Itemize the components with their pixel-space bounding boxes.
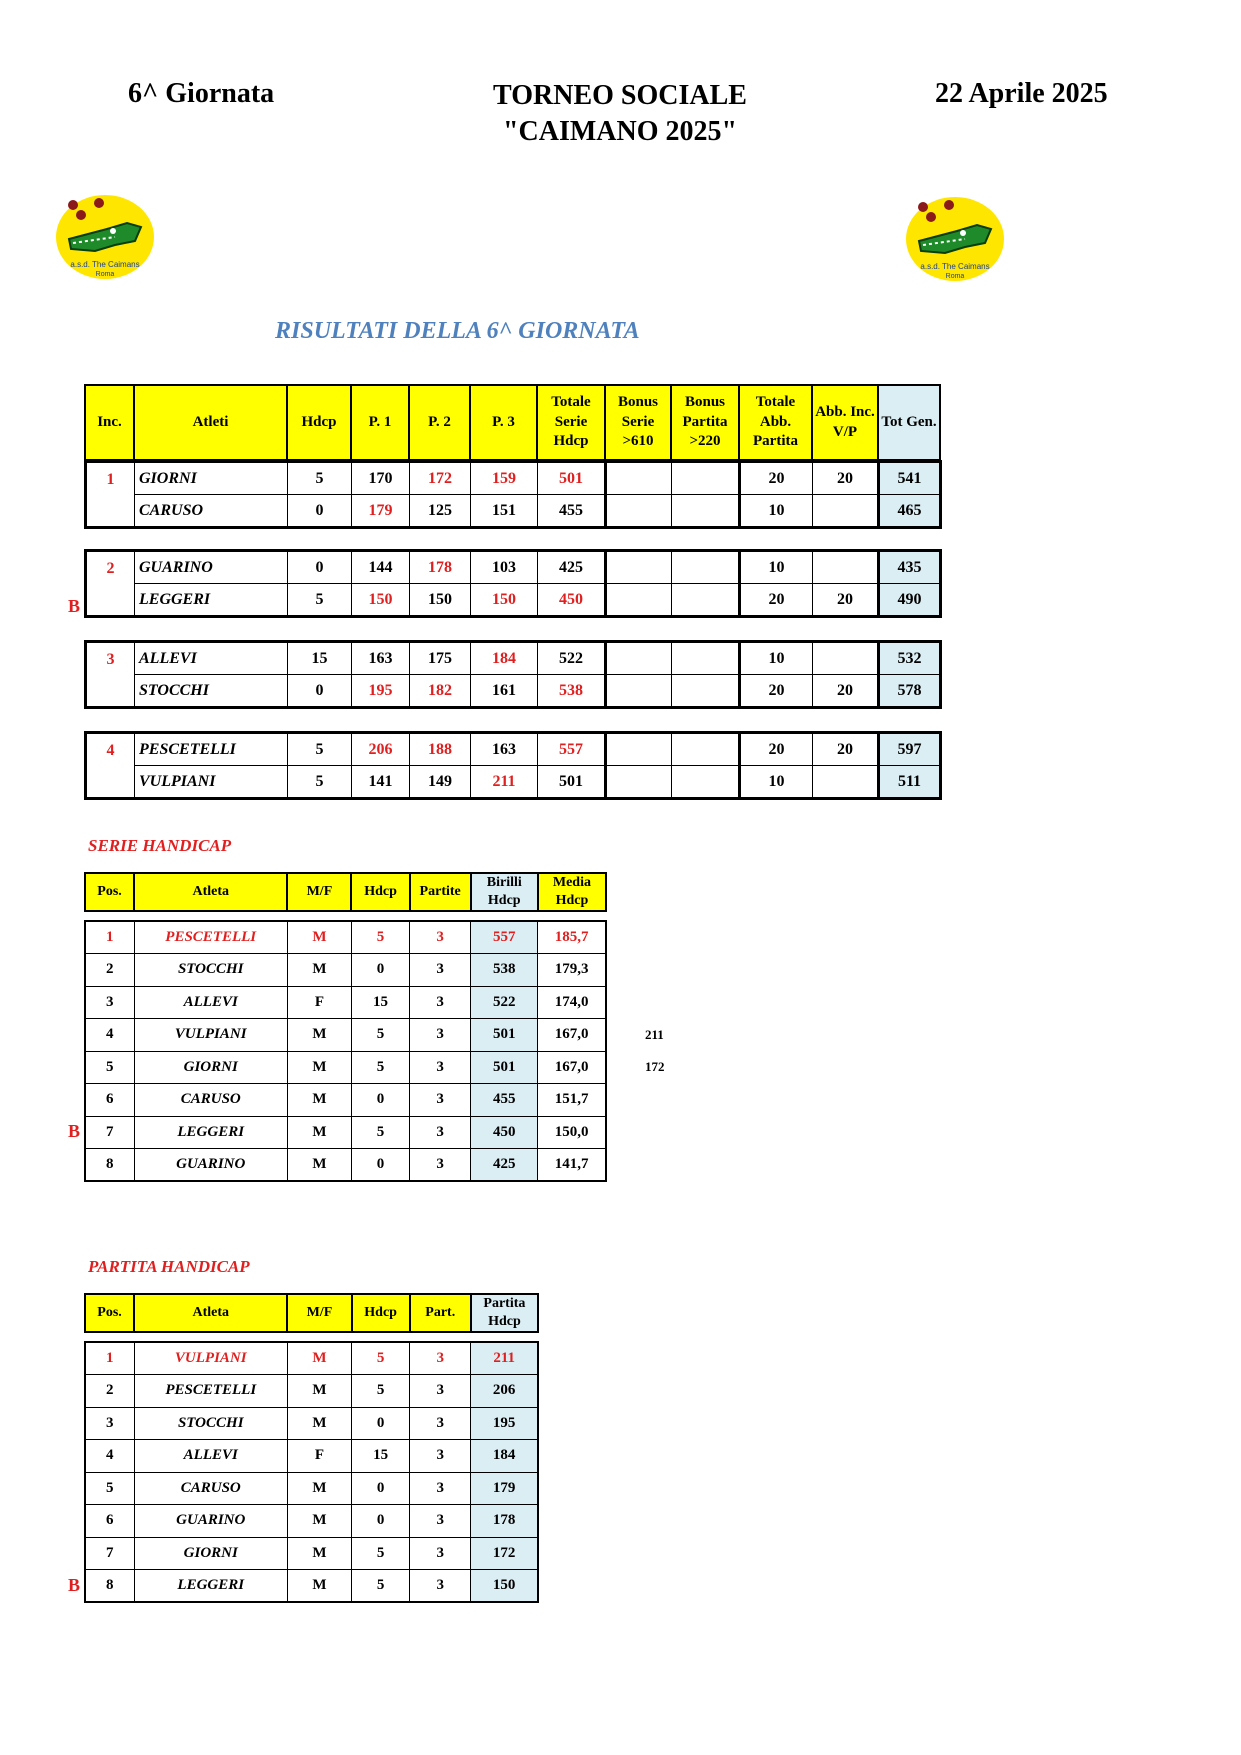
pos-cell: 3 <box>85 1407 134 1440</box>
table-row <box>85 1116 606 1149</box>
games-cell: 3 <box>410 1084 471 1117</box>
table-row <box>86 495 941 528</box>
table-row <box>86 642 941 675</box>
column-header: Abb. Inc. V/P <box>812 385 878 460</box>
table-row <box>85 1149 606 1182</box>
game-score: 206 <box>352 733 410 766</box>
table-row <box>86 766 941 799</box>
partita-cell: 179 <box>471 1472 538 1505</box>
media-cell: 167,0 <box>538 1019 606 1052</box>
pos-cell: 3 <box>85 986 134 1019</box>
athlete-name: STOCCHI <box>134 1407 287 1440</box>
results-group <box>84 460 942 529</box>
gender-cell: M <box>287 1375 351 1408</box>
svg-text:a.s.d. The Caimans: a.s.d. The Caimans <box>920 262 990 271</box>
table-row <box>85 1505 538 1538</box>
column-header: Hdcp <box>287 385 351 460</box>
table-row <box>85 1570 538 1603</box>
hdcp-cell: 5 <box>351 921 409 954</box>
athlete-name: GIORNI <box>134 1537 287 1570</box>
abb-inc <box>813 551 879 584</box>
bonus-serie <box>606 766 672 799</box>
pos-cell: 6 <box>85 1505 134 1538</box>
pos-cell: 7 <box>85 1537 134 1570</box>
abb-inc: 20 <box>813 584 879 617</box>
pos-cell: 2 <box>85 954 134 987</box>
bonus-partita <box>672 675 740 708</box>
game-score: 125 <box>410 495 471 528</box>
birilli-cell: 557 <box>471 921 538 954</box>
game-score: 175 <box>410 642 471 675</box>
table-row <box>85 921 606 954</box>
game-score: 163 <box>471 733 538 766</box>
table-row <box>86 551 941 584</box>
abb-inc <box>813 495 879 528</box>
hdcp-cell: 0 <box>352 1407 410 1440</box>
games-cell: 3 <box>410 1505 471 1538</box>
abb-partita: 20 <box>740 733 813 766</box>
hdcp-cell: 15 <box>351 986 409 1019</box>
games-cell: 3 <box>410 954 471 987</box>
birilli-cell: 501 <box>471 1051 538 1084</box>
birilli-cell: 425 <box>471 1149 538 1182</box>
hdcp-cell: 0 <box>288 551 352 584</box>
total-serie: 557 <box>538 733 606 766</box>
title-line-1: TORNEO SOCIALE <box>493 80 747 111</box>
games-cell: 3 <box>410 1342 471 1375</box>
column-header: Birilli Hdcp <box>471 873 538 911</box>
games-cell: 3 <box>410 1116 471 1149</box>
game-score: 188 <box>410 733 471 766</box>
bonus-serie <box>606 551 672 584</box>
crocodile-logo-icon <box>905 195 1005 283</box>
media-cell: 141,7 <box>538 1149 606 1182</box>
serie-title: SERIE HANDICAP <box>88 836 232 855</box>
hdcp-cell: 0 <box>288 675 352 708</box>
total-serie: 538 <box>538 675 606 708</box>
athlete-name: GIORNI <box>134 1051 287 1084</box>
column-header: Partita Hdcp <box>471 1294 538 1332</box>
game-score: 184 <box>471 642 538 675</box>
crocodile-logo-icon <box>55 193 155 281</box>
game-score: 195 <box>352 675 410 708</box>
column-header: Bonus Serie >610 <box>605 385 671 460</box>
media-cell: 174,0 <box>538 986 606 1019</box>
partita-table <box>84 1341 539 1603</box>
athlete-name: GUARINO <box>134 1149 287 1182</box>
game-score: 161 <box>471 675 538 708</box>
hdcp-cell: 0 <box>288 495 352 528</box>
partita-cell: 150 <box>471 1570 538 1603</box>
column-header: Media Hdcp <box>538 873 606 911</box>
gender-cell: M <box>287 1342 351 1375</box>
game-score: 151 <box>471 495 538 528</box>
svg-text:a.s.d. The Caimans: a.s.d. The Caimans <box>70 260 140 269</box>
games-cell: 3 <box>410 1472 471 1505</box>
games-cell: 3 <box>410 986 471 1019</box>
hdcp-cell: 0 <box>351 1084 409 1117</box>
results-title: RISULTATI DELLA 6^ GIORNATA <box>275 318 640 344</box>
media-cell: 150,0 <box>538 1116 606 1149</box>
partita-header <box>84 1293 539 1333</box>
column-header: Hdcp <box>352 1294 410 1332</box>
pos-cell: 4 <box>85 1440 134 1473</box>
abb-partita: 20 <box>740 462 813 495</box>
media-cell: 167,0 <box>538 1051 606 1084</box>
hdcp-cell: 0 <box>352 1472 410 1505</box>
tot-gen: 578 <box>879 675 941 708</box>
total-serie: 455 <box>538 495 606 528</box>
hdcp-cell: 5 <box>288 462 352 495</box>
bonus-serie <box>606 584 672 617</box>
pos-cell: 5 <box>85 1051 134 1084</box>
athlete-name: GIORNI <box>135 462 288 495</box>
game-score: 150 <box>471 584 538 617</box>
game-score: 179 <box>352 495 410 528</box>
athlete-name: VULPIANI <box>134 1019 287 1052</box>
tiebreak-note: 211 <box>645 1026 664 1042</box>
abb-partita: 20 <box>740 675 813 708</box>
athlete-name: STOCCHI <box>135 675 288 708</box>
hdcp-cell: 5 <box>288 733 352 766</box>
athlete-name: STOCCHI <box>134 954 287 987</box>
game-score: 163 <box>352 642 410 675</box>
tiebreak-note: 172 <box>645 1059 665 1074</box>
inc-number: 1 <box>86 462 135 528</box>
gender-cell: M <box>287 1116 351 1149</box>
table-row <box>85 1019 606 1052</box>
column-header: Hdcp <box>351 873 409 911</box>
athlete-name: VULPIANI <box>134 1342 287 1375</box>
abb-partita: 10 <box>740 642 813 675</box>
tot-gen: 435 <box>879 551 941 584</box>
gender-cell: M <box>287 1084 351 1117</box>
athlete-name: LEGGERI <box>134 1116 287 1149</box>
gender-cell: M <box>287 1505 351 1538</box>
total-serie: 501 <box>538 462 606 495</box>
bonus-serie <box>606 495 672 528</box>
partita-cell: 195 <box>471 1407 538 1440</box>
table-row <box>85 1407 538 1440</box>
bonus-serie <box>606 733 672 766</box>
pos-cell: 5 <box>85 1472 134 1505</box>
pos-cell: 1 <box>85 921 134 954</box>
pos-cell: 2 <box>85 1375 134 1408</box>
table-row <box>86 675 941 708</box>
serie-table <box>84 920 607 1182</box>
gender-cell: M <box>287 1570 351 1603</box>
bonus-serie <box>606 675 672 708</box>
media-cell: 185,7 <box>538 921 606 954</box>
partita-cell: 206 <box>471 1375 538 1408</box>
gender-cell: F <box>287 986 351 1019</box>
gender-cell: F <box>287 1440 351 1473</box>
column-header: M/F <box>287 873 351 911</box>
athlete-name: GUARINO <box>135 551 288 584</box>
hdcp-cell: 5 <box>351 1051 409 1084</box>
table-row <box>85 1472 538 1505</box>
abb-partita: 10 <box>740 766 813 799</box>
birilli-cell: 522 <box>471 986 538 1019</box>
gender-cell: M <box>287 1407 351 1440</box>
inc-number: 3 <box>86 642 135 708</box>
column-header: Pos. <box>85 1294 134 1332</box>
table-row <box>85 1051 606 1084</box>
games-cell: 3 <box>410 1440 471 1473</box>
bonus-serie <box>606 462 672 495</box>
athlete-name: ALLEVI <box>134 1440 287 1473</box>
abb-inc: 20 <box>813 733 879 766</box>
column-header: Partite <box>410 873 471 911</box>
column-header: M/F <box>287 1294 351 1332</box>
results-group <box>84 731 942 800</box>
total-serie: 501 <box>538 766 606 799</box>
gender-cell: M <box>287 921 351 954</box>
athlete-name: ALLEVI <box>135 642 288 675</box>
media-cell: 179,3 <box>538 954 606 987</box>
tot-gen: 511 <box>879 766 941 799</box>
bonus-partita <box>672 495 740 528</box>
column-header: Pos. <box>85 873 134 911</box>
column-header: Inc. <box>85 385 134 460</box>
table-row <box>85 1537 538 1570</box>
partita-cell: 172 <box>471 1537 538 1570</box>
table-row <box>85 1342 538 1375</box>
athlete-name: LEGGERI <box>135 584 288 617</box>
game-score: 182 <box>410 675 471 708</box>
column-header: Atleti <box>134 385 287 460</box>
title-line-2: "CAIMANO 2025" <box>502 116 738 147</box>
svg-text:Roma: Roma <box>945 273 965 280</box>
svg-text:Roma: Roma <box>95 271 115 278</box>
column-header: P. 1 <box>351 385 409 460</box>
abb-inc: 20 <box>813 462 879 495</box>
giornata-label: 6^ Giornata <box>128 78 275 109</box>
bonus-partita <box>672 642 740 675</box>
game-score: 178 <box>410 551 471 584</box>
game-score: 159 <box>471 462 538 495</box>
tot-gen: 541 <box>879 462 941 495</box>
column-header: Totale Serie Hdcp <box>537 385 605 460</box>
hdcp-cell: 0 <box>352 1505 410 1538</box>
athlete-name: ALLEVI <box>134 986 287 1019</box>
results-header <box>84 384 941 461</box>
inc-number: 4 <box>86 733 135 799</box>
total-serie: 450 <box>538 584 606 617</box>
inc-number: 2 <box>86 551 135 617</box>
b-mark: B <box>68 596 81 616</box>
hdcp-cell: 5 <box>288 766 352 799</box>
gender-cell: M <box>287 1537 351 1570</box>
tot-gen: 597 <box>879 733 941 766</box>
tot-gen: 465 <box>879 495 941 528</box>
athlete-name: GUARINO <box>134 1505 287 1538</box>
column-header: Atleta <box>134 873 287 911</box>
hdcp-cell: 5 <box>351 1116 409 1149</box>
tot-gen: 490 <box>879 584 941 617</box>
partita-title: PARTITA HANDICAP <box>88 1257 250 1276</box>
table-row <box>85 1375 538 1408</box>
games-cell: 3 <box>410 921 471 954</box>
gender-cell: M <box>287 1019 351 1052</box>
games-cell: 3 <box>410 1407 471 1440</box>
game-score: 170 <box>352 462 410 495</box>
birilli-cell: 450 <box>471 1116 538 1149</box>
total-serie: 522 <box>538 642 606 675</box>
pos-cell: 6 <box>85 1084 134 1117</box>
partita-cell: 178 <box>471 1505 538 1538</box>
abb-inc <box>813 642 879 675</box>
birilli-cell: 538 <box>471 954 538 987</box>
media-cell: 151,7 <box>538 1084 606 1117</box>
games-cell: 3 <box>410 1537 471 1570</box>
table-row <box>86 462 941 495</box>
pos-cell: 7 <box>85 1116 134 1149</box>
gender-cell: M <box>287 954 351 987</box>
date-label: 22 Aprile 2025 <box>935 78 1108 109</box>
serie-header <box>84 872 607 912</box>
hdcp-cell: 0 <box>351 1149 409 1182</box>
b-mark: B <box>68 1574 81 1595</box>
total-serie: 425 <box>538 551 606 584</box>
game-score: 141 <box>352 766 410 799</box>
pos-cell: 8 <box>85 1570 134 1603</box>
gender-cell: M <box>287 1472 351 1505</box>
column-header: Part. <box>410 1294 471 1332</box>
table-row <box>86 733 941 766</box>
abb-partita: 10 <box>740 495 813 528</box>
bonus-partita <box>672 584 740 617</box>
games-cell: 3 <box>410 1570 471 1603</box>
pos-cell: 8 <box>85 1149 134 1182</box>
hdcp-cell: 5 <box>352 1537 410 1570</box>
results-group <box>84 640 942 709</box>
tot-gen: 532 <box>879 642 941 675</box>
athlete-name: CARUSO <box>134 1084 287 1117</box>
table-row <box>85 1084 606 1117</box>
page-title <box>440 78 800 150</box>
athlete-name: CARUSO <box>134 1472 287 1505</box>
table-row <box>85 954 606 987</box>
pos-cell: 1 <box>85 1342 134 1375</box>
athlete-name: PESCETELLI <box>134 1375 287 1408</box>
birilli-cell: 501 <box>471 1019 538 1052</box>
column-header: P. 2 <box>409 385 470 460</box>
games-cell: 3 <box>410 1019 471 1052</box>
partita-cell: 184 <box>471 1440 538 1473</box>
athlete-name: VULPIANI <box>135 766 288 799</box>
bonus-serie <box>606 642 672 675</box>
hdcp-cell: 15 <box>288 642 352 675</box>
game-score: 149 <box>410 766 471 799</box>
hdcp-cell: 5 <box>351 1019 409 1052</box>
games-cell: 3 <box>410 1375 471 1408</box>
bonus-partita <box>672 551 740 584</box>
games-cell: 3 <box>410 1051 471 1084</box>
hdcp-cell: 0 <box>351 954 409 987</box>
games-cell: 3 <box>410 1149 471 1182</box>
abb-inc: 20 <box>813 675 879 708</box>
table-row <box>85 986 606 1019</box>
athlete-name: PESCETELLI <box>134 921 287 954</box>
athlete-name: PESCETELLI <box>135 733 288 766</box>
game-score: 150 <box>352 584 410 617</box>
table-row <box>85 1440 538 1473</box>
column-header: P. 3 <box>470 385 537 460</box>
hdcp-cell: 15 <box>352 1440 410 1473</box>
bonus-partita <box>672 733 740 766</box>
bonus-partita <box>672 766 740 799</box>
game-score: 150 <box>410 584 471 617</box>
birilli-cell: 455 <box>471 1084 538 1117</box>
hdcp-cell: 5 <box>352 1375 410 1408</box>
column-header: Bonus Partita >220 <box>671 385 739 460</box>
game-score: 144 <box>352 551 410 584</box>
athlete-name: LEGGERI <box>134 1570 287 1603</box>
abb-partita: 10 <box>740 551 813 584</box>
bonus-partita <box>672 462 740 495</box>
partita-cell: 211 <box>471 1342 538 1375</box>
hdcp-cell: 5 <box>288 584 352 617</box>
athlete-name: CARUSO <box>135 495 288 528</box>
results-group <box>84 549 942 618</box>
column-header: Totale Abb. Partita <box>739 385 812 460</box>
hdcp-cell: 5 <box>352 1342 410 1375</box>
game-score: 103 <box>471 551 538 584</box>
gender-cell: M <box>287 1051 351 1084</box>
gender-cell: M <box>287 1149 351 1182</box>
pos-cell: 4 <box>85 1019 134 1052</box>
abb-partita: 20 <box>740 584 813 617</box>
game-score: 211 <box>471 766 538 799</box>
column-header: Tot Gen. <box>878 385 940 460</box>
hdcp-cell: 5 <box>352 1570 410 1603</box>
table-row <box>86 584 941 617</box>
abb-inc <box>813 766 879 799</box>
b-mark: B <box>68 1121 81 1141</box>
column-header: Atleta <box>134 1294 287 1332</box>
game-score: 172 <box>410 462 471 495</box>
